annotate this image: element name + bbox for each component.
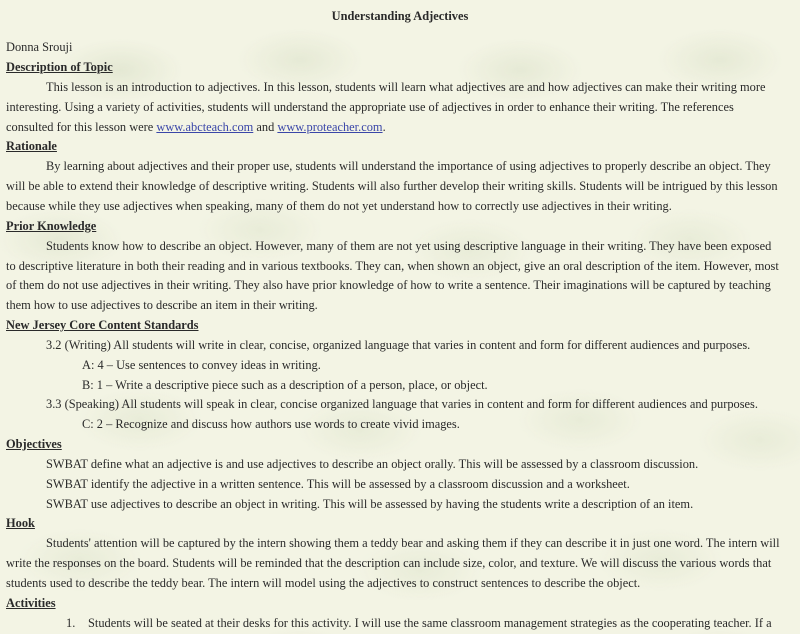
paragraph-line: By learning about adjectives and their proper use, students will understand the importance of using adjectives to properly describe an object. They: [46, 159, 771, 174]
link-abcteach[interactable]: www.abcteach.com: [156, 119, 254, 134]
paragraph-line: This lesson is an introduction to adjectives. In this lesson, students will learn what adjectives are and how adjectives can make their writing more: [46, 80, 766, 94]
heading-rationale: Rationale: [6, 139, 57, 154]
paragraph-line: them how to use adjectives to describe an item in their writing.: [6, 298, 318, 313]
paragraph-line: Students' attention will be captured by the intern showing them a teddy bear and asking them if they can describe it in just one word. The intern will: [46, 536, 780, 551]
hook-paragraph: [6, 534, 794, 593]
paragraph-line: to descriptive literature in both their reading and in various textbooks. They can, when shown an object, give an oral description of the item. However, most: [6, 258, 779, 273]
standard-subitem: C: 2 – Recognize and discuss how authors use words to create vivid images.: [82, 417, 460, 432]
heading-hook: Hook: [6, 516, 35, 531]
activity-item: [6, 614, 794, 634]
document-title: Understanding Adjectives: [331, 9, 469, 23]
heading-activities: Activities: [6, 595, 56, 610]
text: .: [382, 119, 386, 134]
description-paragraph: [6, 78, 794, 137]
activities-list: [6, 614, 794, 634]
paragraph-line: write the responses on the board. Students will be reminded that the description can include size, color, and texture. We will discuss the various words that: [6, 556, 772, 571]
link-proteacher[interactable]: www.proteacher.com: [277, 119, 383, 134]
heading-standards: New Jersey Core Content Standards: [6, 317, 199, 332]
standard-subitem: B: 1 – Write a descriptive piece such as a description of a person, place, or object.: [82, 377, 488, 392]
standard-item: 3.3 (Speaking) All students will speak in clear, concise organized language that varies in content and form for different audiences and purposes.: [46, 397, 758, 412]
objective-item: SWBAT identify the adjective in a written sentence. This will be assessed by a classroom discussion and a worksheet.: [46, 476, 630, 491]
objective-item: SWBAT define what an adjective is and use adjectives to describe an object orally. This will be assessed by a classroom discussion.: [46, 456, 699, 471]
text: and: [253, 119, 278, 134]
standard-subitem: A: 4 – Use sentences to convey ideas in writing.: [82, 357, 321, 372]
text: consulted for this lesson were: [6, 119, 157, 134]
author-name: Donna Srouji: [6, 40, 73, 54]
paragraph-line: because while they use adjectives when speaking, many of them do not yet understand how to correctly use adjectives in their writing.: [6, 198, 672, 213]
standards-list: [6, 336, 794, 435]
heading-description-of-topic: Description of Topic: [6, 60, 113, 74]
objectives-list: [6, 455, 794, 514]
heading-objectives: Objectives: [6, 436, 62, 451]
heading-prior-knowledge: Prior Knowledge: [6, 218, 97, 233]
list-number: 1.: [66, 615, 76, 630]
paragraph-line: of them do not use adjectives in their writing. They also have prior knowledge of how to write a sentence. Their imaginations will be captured by teaching: [6, 278, 771, 293]
paragraph-line: Students know how to describe an object. However, many of them are not yet using descriptive language in their writing. They have been exposed: [46, 238, 772, 253]
standard-item: 3.2 (Writing) All students will write in clear, concise, organized language that varies in content and form for different audiences and purposes.: [46, 337, 751, 352]
paragraph-line: will be able to extend their knowledge of descriptive writing. Students will also further develop their writing skills. Students will be intrigued by this lesson: [6, 179, 778, 194]
paragraph-line: interesting. Using a variety of activities, students will understand the appropriate use of adjectives in order to enhance their writing. The references: [6, 99, 734, 114]
prior-knowledge-paragraph: [6, 237, 794, 316]
paragraph-line-with-links: [6, 118, 794, 138]
activity-text: Students will be seated at their desks for this activity. I will use the same classroom management strategies as the cooperating teacher. If a: [88, 615, 772, 630]
objective-item: SWBAT use adjectives to describe an object in writing. This will be assessed by having the students write a description of an item.: [46, 496, 694, 511]
paragraph-line: students used to describe the teddy bear. The intern will model using the adjectives to construct sentences to describe the object.: [6, 575, 641, 590]
rationale-paragraph: [6, 157, 794, 216]
